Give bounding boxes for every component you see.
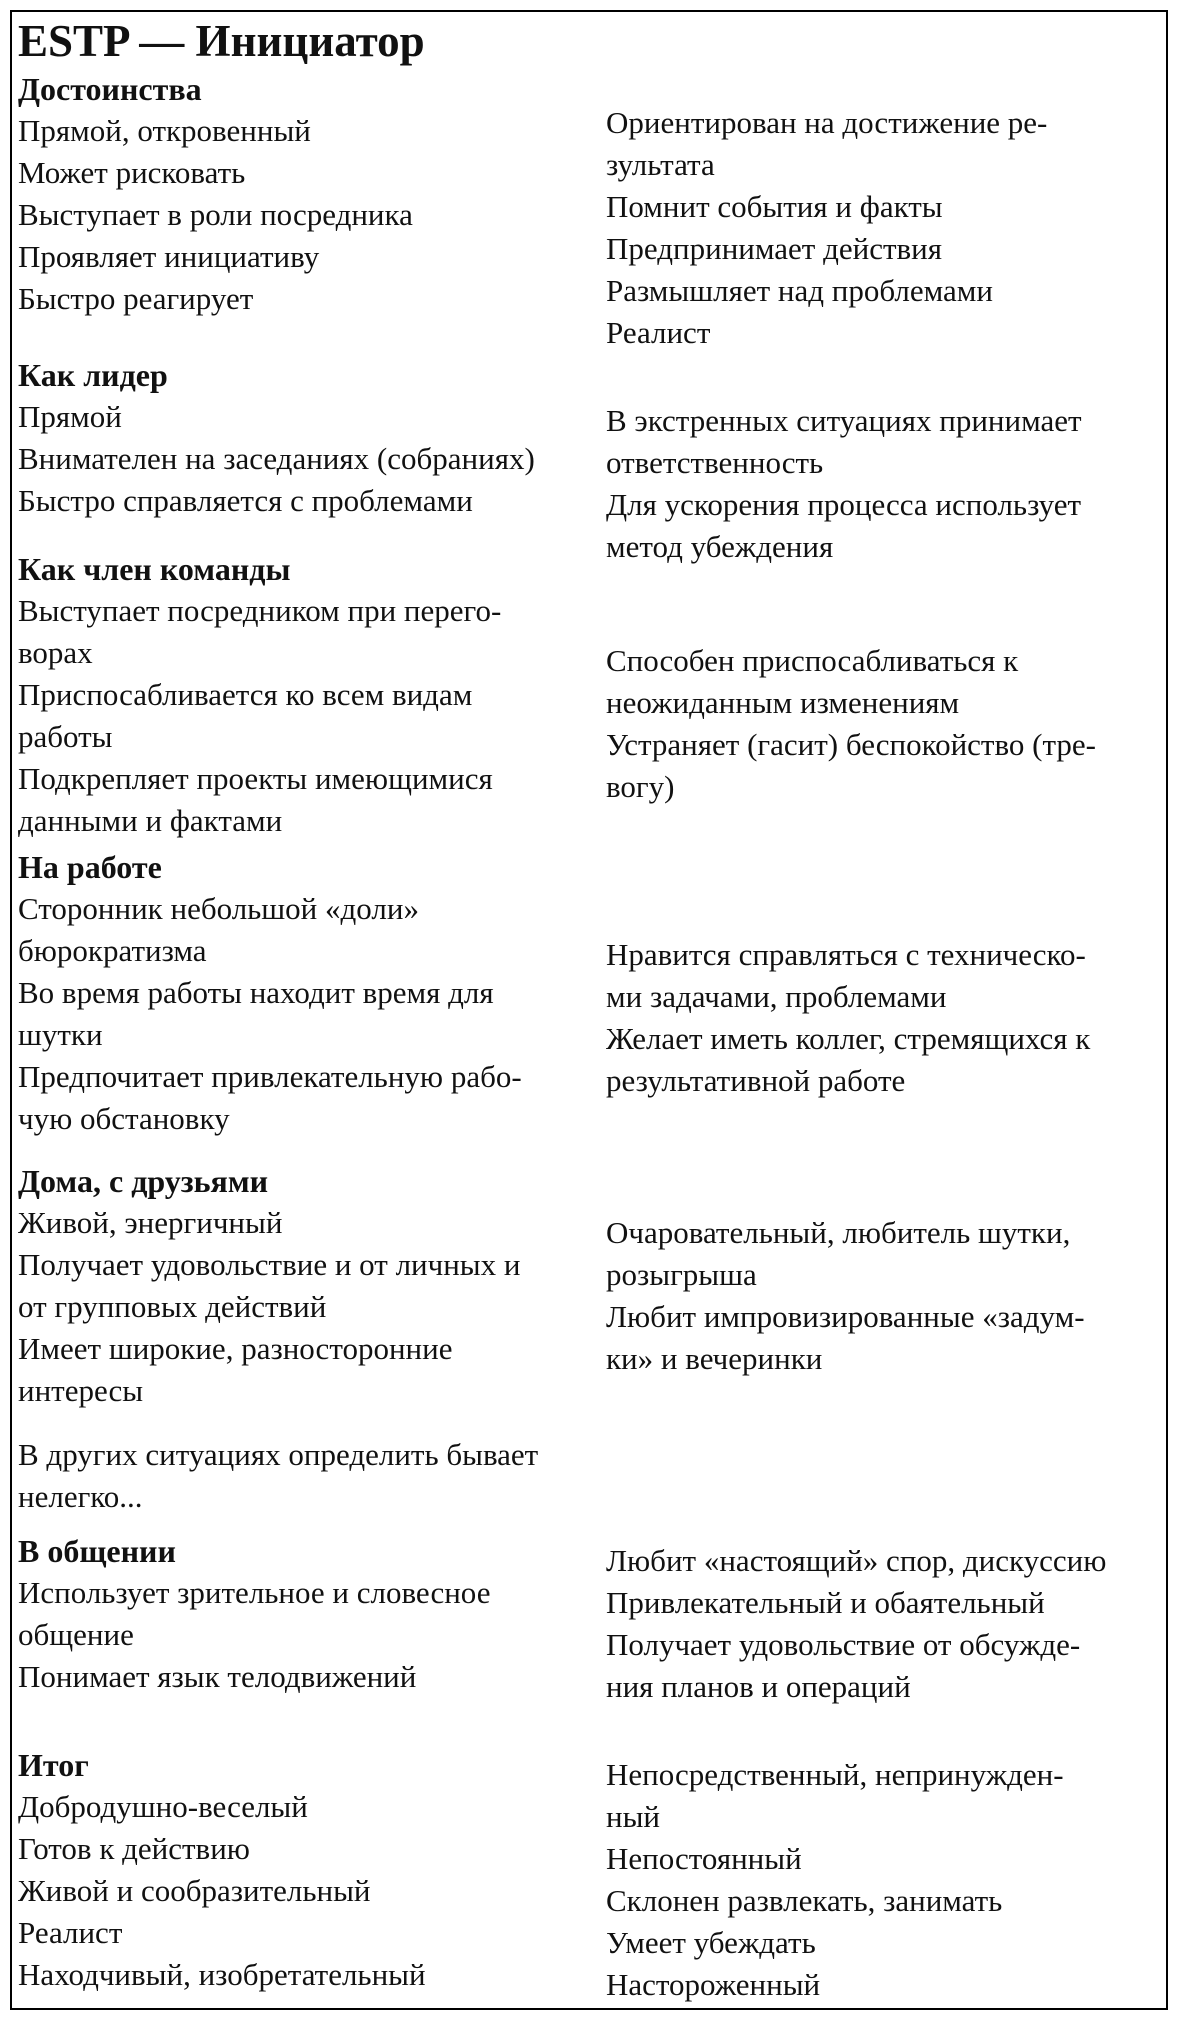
trait-line-right: метод убеждения [606, 529, 834, 564]
trait-line-left: Быстро справляется с проблемами [18, 483, 473, 518]
trait-line-left: от групповых действий [18, 1289, 327, 1324]
trait-line-right: неожиданным изменениям [606, 685, 960, 720]
trait-line-right: ный [606, 1799, 661, 1834]
trait-line-right: Любит «настоящий» спор, дискуссию [606, 1543, 1107, 1578]
trait-line-right: результативной работе [606, 1063, 906, 1098]
section-heading: Итог [18, 1747, 89, 1783]
trait-line-right: Реалист [606, 315, 711, 350]
trait-line-right: В экстренных ситуациях принимает [606, 403, 1082, 438]
trait-line-left: Предпочитает привлекательную рабо- [18, 1059, 522, 1094]
right-column [606, 400, 1166, 568]
trait-line-right: Способен приспосабливаться к [606, 643, 1019, 678]
trait-line-left: Быстро реагирует [18, 281, 254, 316]
trait-line-right: Размышляет над проблемами [606, 273, 993, 308]
trait-line-right: зультата [606, 147, 715, 182]
trait-line-right: Непостоянный [606, 1841, 802, 1876]
trait-line-right: Непосредственный, непринужден- [606, 1757, 1064, 1792]
trait-line-left: Живой, энергичный [18, 1205, 283, 1240]
trait-line-left: Может рисковать [18, 155, 246, 190]
trait-line-left: работы [18, 719, 113, 754]
left-column [18, 1744, 606, 1996]
right-column [606, 1540, 1166, 1708]
trait-line-right: ки» и вечеринки [606, 1341, 823, 1376]
trait-line-right: Настороженный [606, 1967, 821, 2002]
trait-line-right: Получает удовольствие от обсужде- [606, 1627, 1081, 1662]
trait-line-right: Ориентирован на достижение ре- [606, 105, 1048, 140]
right-column [606, 934, 1166, 1102]
trait-line-right: розыгрыша [606, 1257, 757, 1292]
trait-line-left: ворах [18, 635, 93, 670]
trait-line-left: Имеет широкие, разносторонние [18, 1331, 453, 1366]
note-line: В других ситуациях определить бывает [18, 1437, 539, 1472]
trait-line-left: Прямой [18, 399, 122, 434]
trait-line-left: Использует зрительное и словесное [18, 1575, 491, 1610]
trait-line-left: Прямой, откровенный [18, 113, 311, 148]
trait-line-right: Нравится справляться с техническо- [606, 937, 1086, 972]
trait-line-right: Привлекательный и обаятельный [606, 1585, 1045, 1620]
section-heading: Достоинства [18, 71, 202, 107]
left-column [18, 68, 606, 320]
trait-line-right: Склонен развлекать, занимать [606, 1883, 1003, 1918]
trait-line-left: Готов к действию [18, 1831, 250, 1866]
left-column [18, 354, 606, 522]
trait-line-left: данными и фактами [18, 803, 283, 838]
right-column [606, 640, 1166, 808]
right-column [606, 1212, 1166, 1380]
section-heading: Как член команды [18, 551, 291, 587]
trait-line-left: интересы [18, 1373, 144, 1408]
trait-line-left: Понимает язык телодвижений [18, 1659, 417, 1694]
trait-line-left: Проявляет инициативу [18, 239, 320, 274]
section-heading: Как лидер [18, 357, 168, 393]
trait-line-right: ответственность [606, 445, 824, 480]
trait-line-left: бюрократизма [18, 933, 207, 968]
trait-line-left: общение [18, 1617, 134, 1652]
trait-line-left: шутки [18, 1017, 103, 1052]
section-heading: На работе [18, 849, 162, 885]
trait-line-right: Для ускорения процесса использует [606, 487, 1082, 522]
trait-line-left: Реалист [18, 1915, 123, 1950]
trait-line-right: вогу) [606, 769, 675, 804]
trait-line-left: Во время работы находит время для [18, 975, 494, 1010]
trait-line-right: Умеет убеждать [606, 1925, 816, 1960]
trait-line-right: Желает иметь коллег, стремящихся к [606, 1021, 1091, 1056]
trait-line-right: Любит импровизированные «задум- [606, 1299, 1085, 1334]
trait-line-left: Добродушно-веселый [18, 1789, 308, 1824]
trait-line-right: Очаровательный, любитель шутки, [606, 1215, 1071, 1250]
document-page [10, 10, 1168, 2010]
right-column [606, 102, 1166, 354]
trait-line-left: Внимателен на заседаниях (собраниях) [18, 441, 535, 476]
trait-line-right: Помнит события и факты [606, 189, 943, 224]
trait-line-right: ния планов и операций [606, 1669, 911, 1704]
trait-line-left: Выступает посредником при перего- [18, 593, 502, 628]
note-column [18, 1434, 606, 1518]
trait-line-left: Приспосабливается ко всем видам [18, 677, 473, 712]
trait-line-left: чую обстановку [18, 1101, 230, 1136]
left-column [18, 1160, 606, 1412]
trait-line-left: Подкрепляет проекты имеющимися [18, 761, 493, 796]
note-line: нелегко... [18, 1479, 143, 1514]
trait-line-right: Предпринимает действия [606, 231, 943, 266]
right-column [606, 1754, 1166, 2006]
section-heading: Дома, с друзьями [18, 1163, 269, 1199]
left-column [18, 548, 606, 842]
trait-line-left: Находчивый, изобретательный [18, 1957, 426, 1992]
section-heading: В общении [18, 1533, 176, 1569]
trait-line-right: ми задачами, проблемами [606, 979, 947, 1014]
left-column [18, 1530, 606, 1698]
trait-line-left: Сторонник небольшой «доли» [18, 891, 419, 926]
trait-line-left: Получает удовольствие и от личных и [18, 1247, 521, 1282]
document-title: ESTP — Инициатор [18, 16, 425, 66]
trait-line-left: Выступает в роли посредника [18, 197, 413, 232]
trait-line-right: Устраняет (гасит) беспокойство (тре- [606, 727, 1096, 762]
left-column [18, 846, 606, 1140]
trait-line-left: Живой и сообразительный [18, 1873, 371, 1908]
